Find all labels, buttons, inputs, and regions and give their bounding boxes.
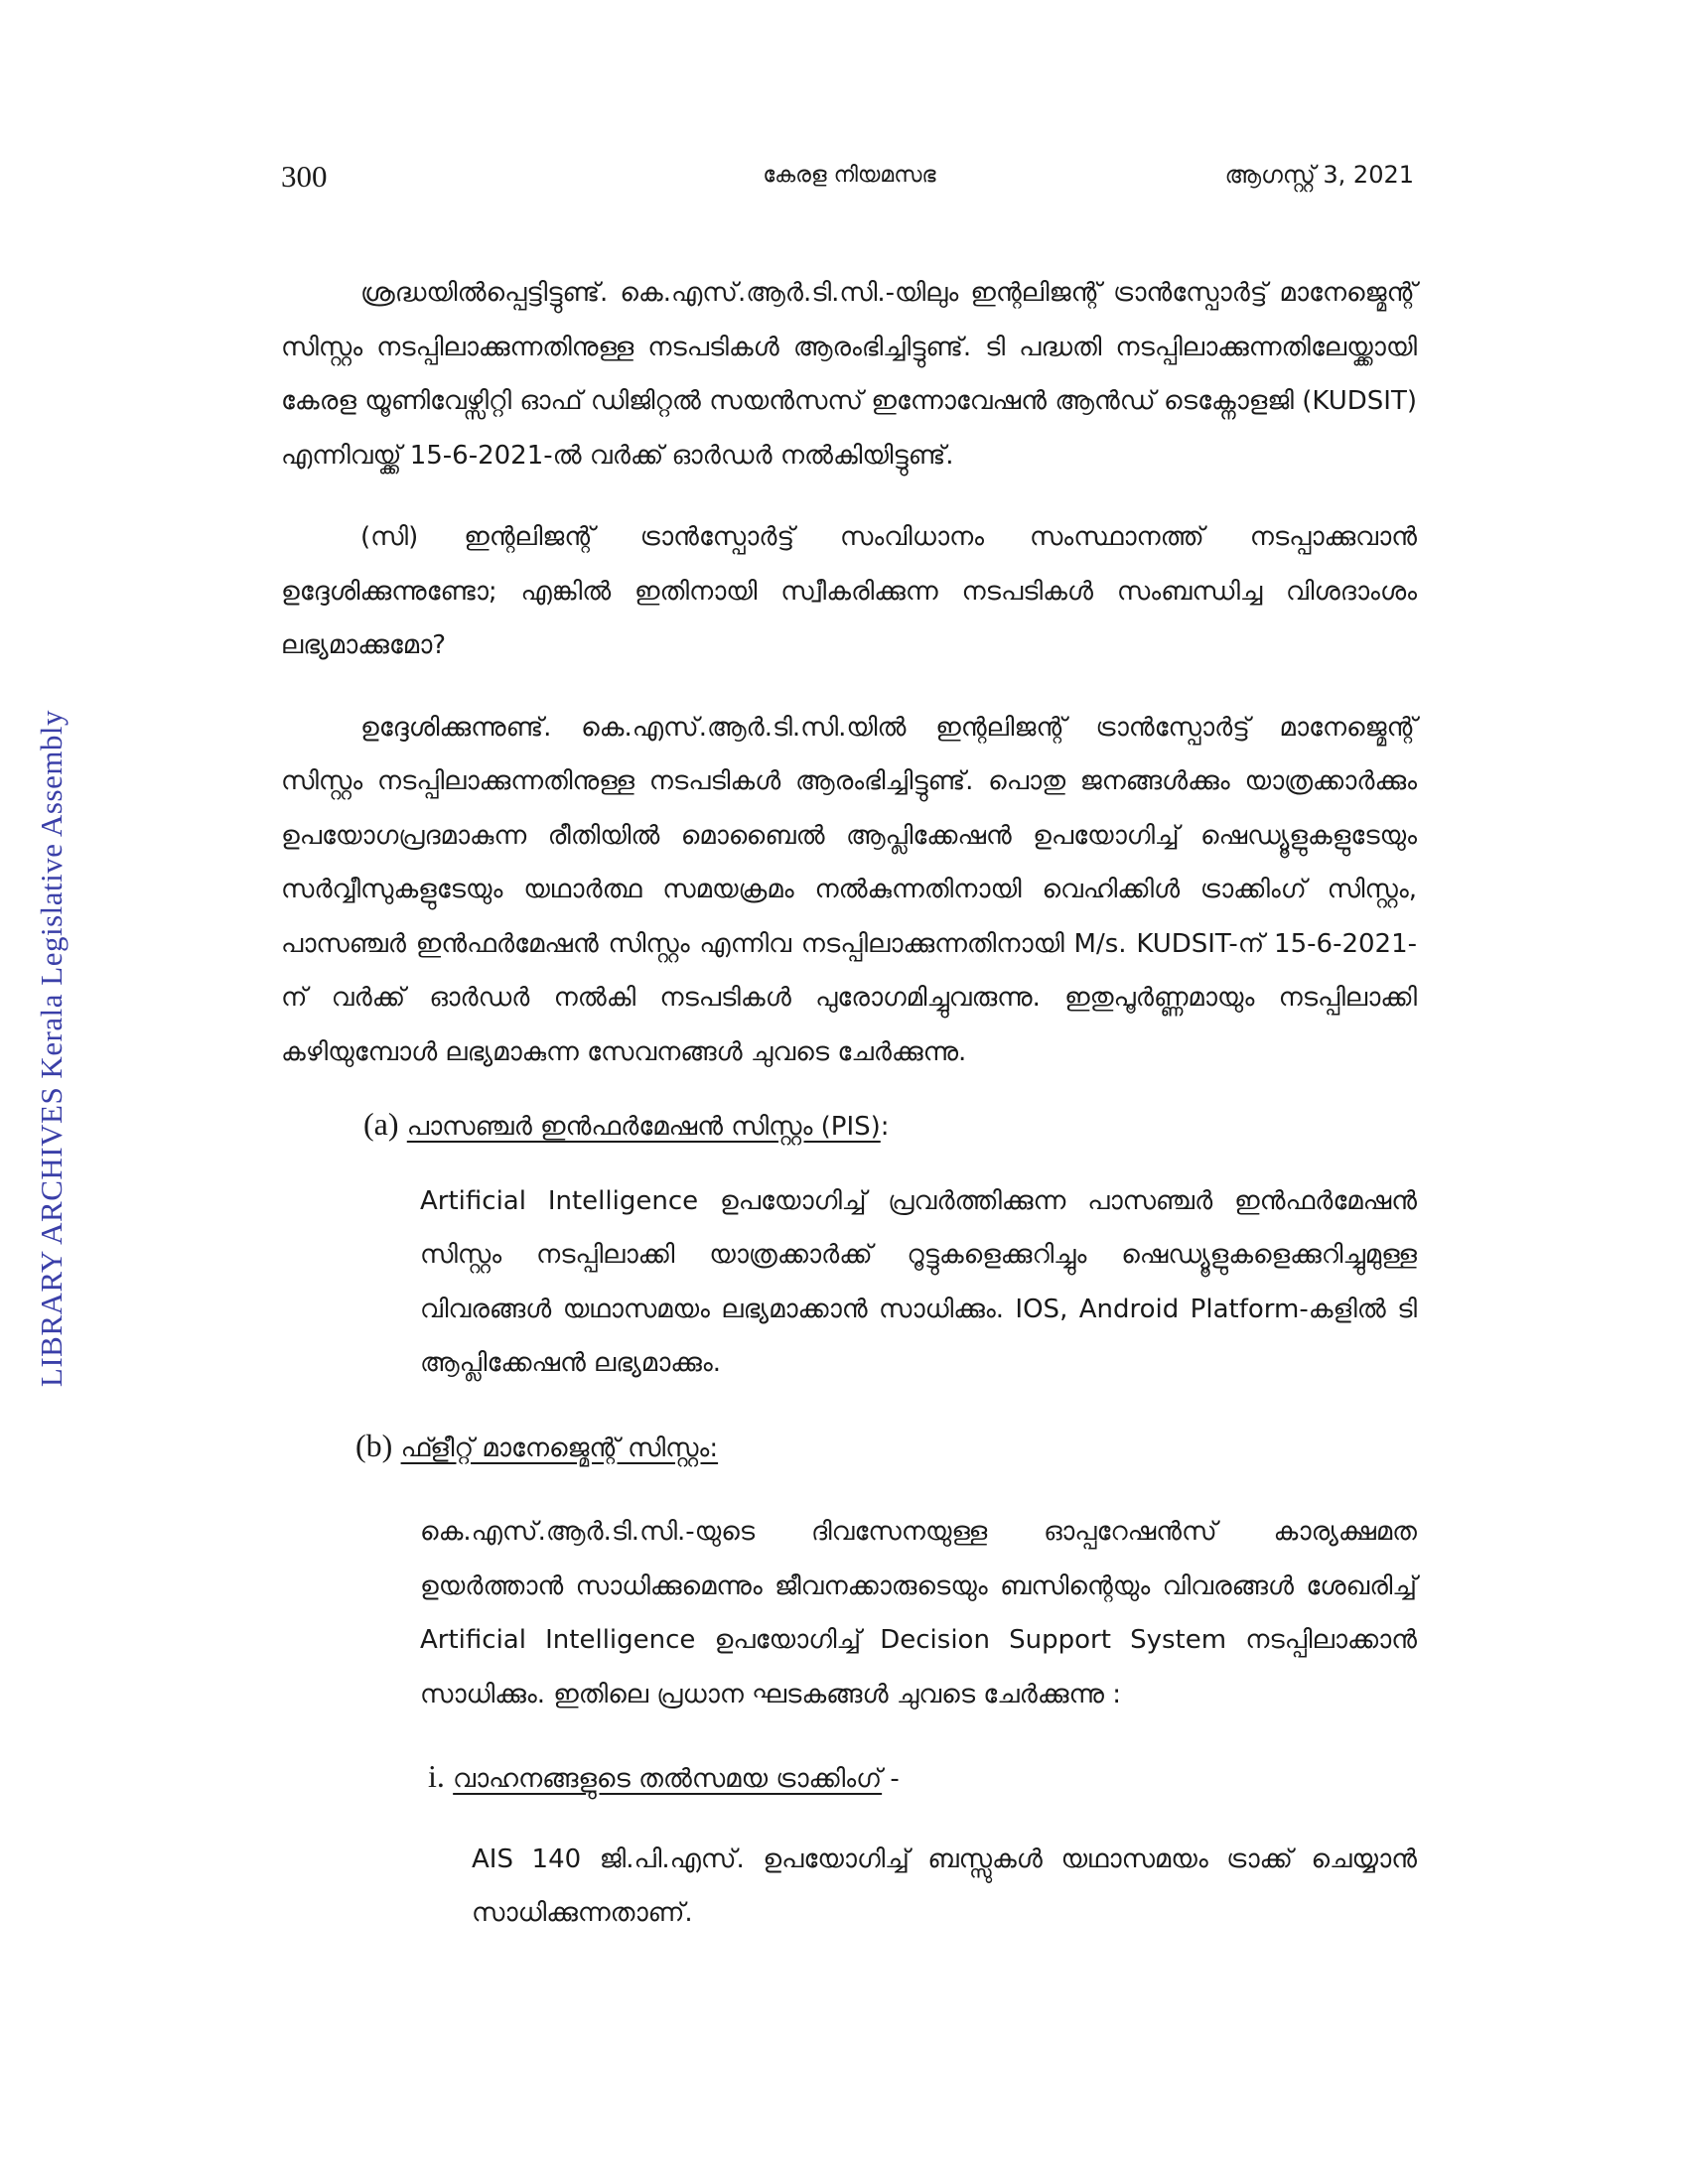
archive-watermark: LIBRARY ARCHIVES Kerala Legislative Assembly bbox=[34, 709, 69, 1388]
subitem-i-title: വാഹനങ്ങളുടെ തൽസമയ ട്രാക്കിംഗ് bbox=[453, 1764, 883, 1794]
page-number: 300 bbox=[281, 159, 328, 194]
item-b-title: ഫ്ളീറ്റ് മാനേജ്മെന്റ് സിസ്റ്റം: bbox=[400, 1433, 719, 1463]
item-a-marker: (a) bbox=[363, 1106, 399, 1142]
item-b-heading bbox=[355, 1419, 1417, 1476]
subitem-i-marker: i. bbox=[428, 1758, 445, 1794]
item-a-text: Artificial Intelligence ഉപയോഗിച്ച് പ്രവർത്തിക്കുന്ന പാസഞ്ചർ ഇൻഫർമേഷൻ സിസ്റ്റം നടപ്പിലാക്കി യാത്രക്കാർക്ക് റൂട്ടുകളെക്കുറിച്ചും ഷെഡ്യൂളുകളെക്കുറിച്ചുമുള്ള വിവരങ്ങൾ യഥാസമയം ലഭ്യമാക്കാൻ സാധിക്കും. IOS, Android Platform-കളിൽ ടി ആപ്ലിക്കേഷൻ ലഭ്യമാക്കും. bbox=[420, 1185, 1417, 1378]
subitem-i-text: AIS 140 ജി.പി.എസ്. ഉപയോഗിച്ച് ബസ്സുകൾ യഥാസമയം ട്രാക്ക് ചെയ്യാൻ സാധിക്കുന്നതാണ്. bbox=[472, 1843, 1417, 1928]
answer-c: ഉദ്ദേശിക്കുന്നുണ്ട്. കെ.എസ്.ആർ.ടി.സി.യിൽ ഇന്റലിജന്റ് ട്രാൻസ്പോർട്ട് മാനേജ്മെന്റ് സിസ്റ്റം നടപ്പിലാക്കുന്നതിനുള്ള നടപടികൾ ആരംഭിച്ചിട്ടുണ്ട്. പൊതു ജനങ്ങൾക്കും യാത്രക്കാർക്കും ഉപയോഗപ്രദമാകുന്ന രീതിയിൽ മൊബൈൽ ആപ്ലിക്കേഷൻ ഉപയോഗിച്ച് ഷെഡ്യൂളുകളുടേയും സർവ്വീസുകളുടേയും യഥാർത്ഥ സമയക്രമം നൽകുന്നതിനായി വെഹിക്കിൾ ട്രാക്കിംഗ് സിസ്റ്റം, പാസഞ്ചർ ഇൻഫർമേഷൻ സിസ്റ്റം എന്നിവ നടപ്പിലാക്കുന്നതിനായി M/s. KUDSIT-ന് 15-6-2021-ന് വർക്ക് ഓർഡർ നൽകി നടപടികൾ പുരോഗമിച്ചുവരുന്നു. ഇതുപൂർണ്ണമായും നടപ്പിലാക്കി കഴിയുമ്പോൾ ലഭ്യമാകുന്ന സേവനങ്ങൾ ചുവടെ ചേർക്കുന്നു. bbox=[281, 712, 1417, 1067]
header-date: ആഗസ്റ്റ് 3, 2021 bbox=[1224, 161, 1414, 189]
running-title: കേരള നിയമസഭ bbox=[763, 163, 936, 188]
item-b-text: കെ.എസ്.ആർ.ടി.സി.-യുടെ ദിവസേനയുള്ള ഓപ്പറേഷൻസ് കാര്യക്ഷമത ഉയർത്താൻ സാധിക്കുമെന്നും ജീവനക്കാരുടെയും ബസിന്റെയും വിവരങ്ങൾ ശേഖരിച്ച് Artificial Intelligence ഉപയോഗിച്ച് Decision Support System നടപ്പിലാക്കാൻ സാധിക്കും. ഇതിലെ പ്രധാന ഘടകങ്ങൾ ചുവടെ ചേർക്കുന്നു : bbox=[420, 1517, 1417, 1709]
subitem-i-suffix: - bbox=[882, 1764, 900, 1794]
page-header bbox=[281, 159, 1418, 201]
item-a-suffix: : bbox=[880, 1112, 890, 1142]
item-b-marker: (b) bbox=[355, 1427, 393, 1463]
continuation-paragraph: ശ്രദ്ധയിൽപ്പെട്ടിട്ടുണ്ട്. കെ.എസ്.ആർ.ടി.സി.-യിലും ഇന്റലിജന്റ് ട്രാൻസ്പോർട്ട് മാനേജ്മെന്റ് സിസ്റ്റം നടപ്പിലാക്കുന്നതിനുള്ള നടപടികൾ ആരംഭിച്ചിട്ടുണ്ട്. ടി പദ്ധതി നടപ്പിലാക്കുന്നതിലേയ്ക്കായി കേരള യൂണിവേഴ്സിറ്റി ഓഫ് ഡിജിറ്റൽ സയൻസസ് ഇന്നോവേഷൻ ആൻഡ് ടെക്നോളജി (KUDSIT) എന്നിവയ്ക്ക് 15-6-2021-ൽ വർക്ക് ഓർഡർ നൽകിയിട്ടുണ്ട്. bbox=[281, 278, 1417, 471]
item-a-title: പാസഞ്ചർ ഇൻഫർമേഷൻ സിസ്റ്റം (PIS) bbox=[406, 1112, 881, 1142]
subitem-i-heading bbox=[428, 1749, 1417, 1807]
document-body bbox=[281, 266, 1417, 1941]
question-c: (സി) ഇന്റലിജന്റ് ട്രാൻസ്പോർട്ട് സംവിധാനം സംസ്ഥാനത്ത് നടപ്പാക്കുവാൻ ഉദ്ദേശിക്കുന്നുണ്ടോ; എങ്കിൽ ഇതിനായി സ്വീകരിക്കുന്ന നടപടികൾ സംബന്ധിച്ച വിശദാംശം ലഭ്യമാക്കുമോ? bbox=[281, 522, 1417, 660]
item-a-heading bbox=[363, 1097, 1417, 1155]
